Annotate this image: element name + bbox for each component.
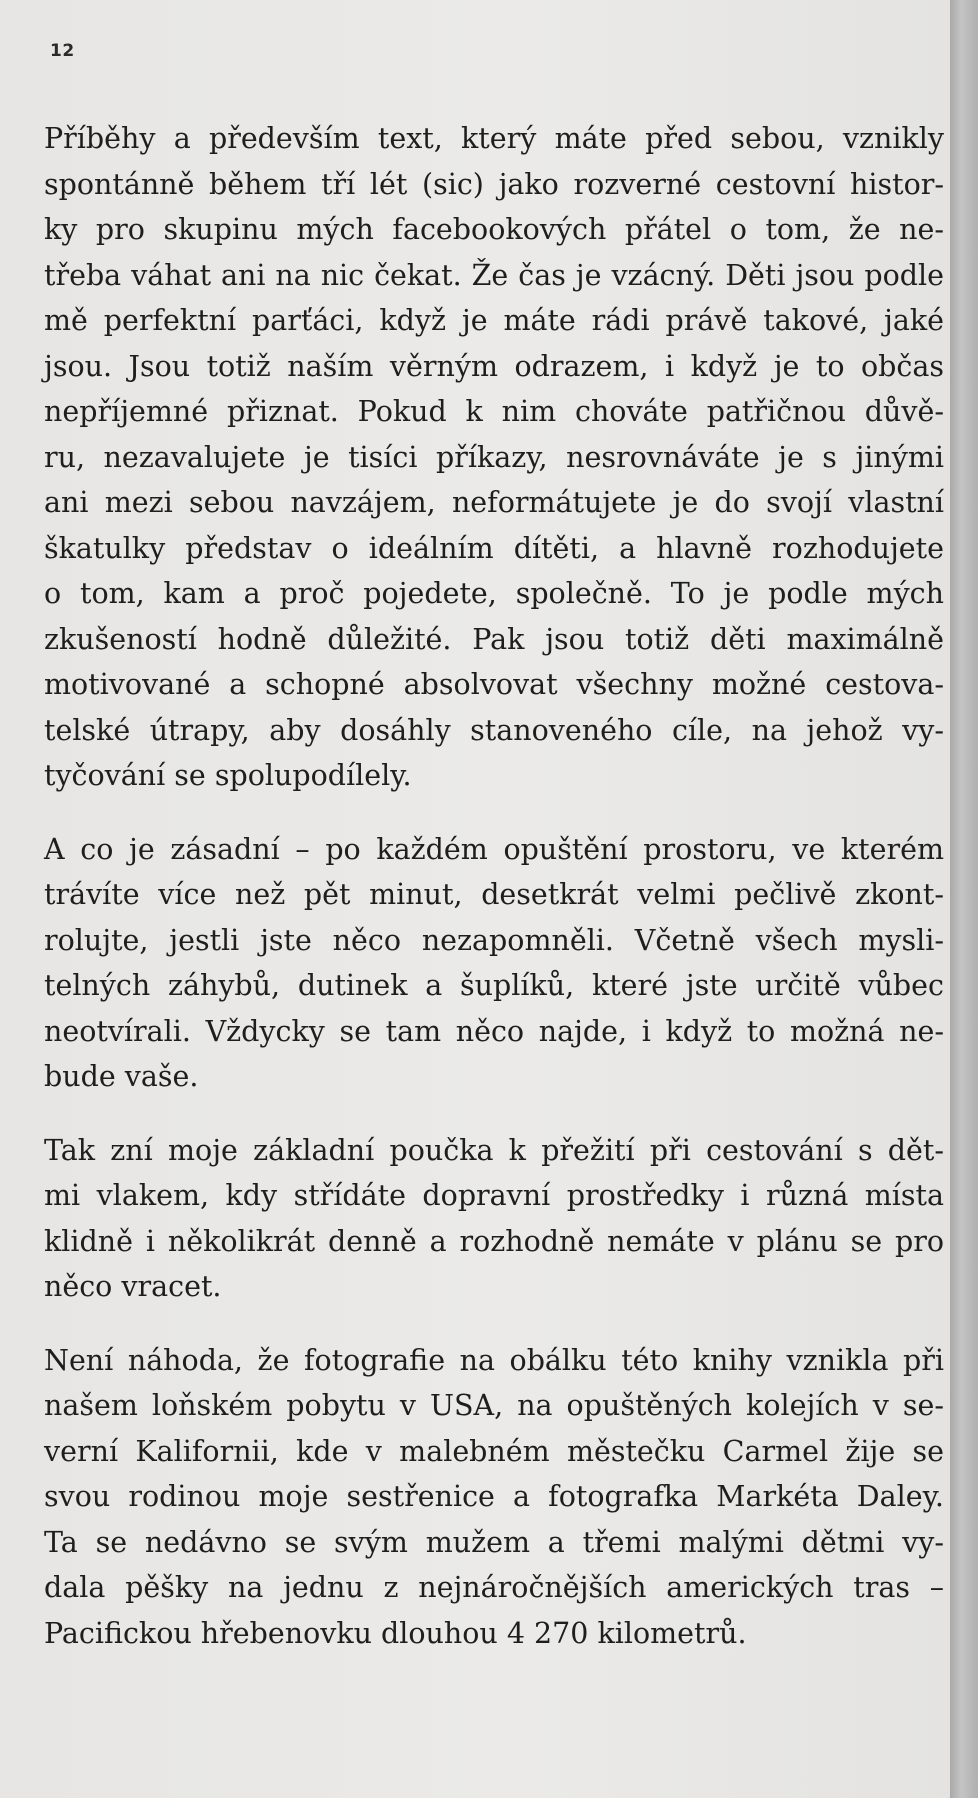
paragraph (44, 827, 944, 1100)
text-line: klidně i několikrát denně a rozhodně nemáte v plánu se pro (44, 1224, 944, 1258)
text-line: Pacifickou hřebenovku dlouhou 4 270 kilometrů. (44, 1616, 747, 1650)
text-line: mi vlakem, kdy střídáte dopravní prostředky i různá místa (44, 1179, 944, 1212)
text-line: trávíte více než pět minut, desetkrát velmi pečlivě zkont- (44, 878, 944, 911)
text-line: A co je zásadní – po každém opuštění prostoru, ve kterém (44, 832, 944, 866)
page-number: 12 (50, 41, 75, 61)
text-line: spontánně během tří lét (sic) jako rozverné cestovní histor- (44, 167, 944, 201)
text-line: Příběhy a především text, který máte před sebou, vznikly (44, 122, 944, 155)
text-line: o tom, kam a proč pojedete, společně. To je podle mých (44, 577, 944, 610)
text-line: verní Kalifornii, kde v malebném městečku Carmel žije se (44, 1434, 944, 1468)
text-line: neotvírali. Vždycky se tam něco najde, i když to možná ne- (44, 1014, 944, 1048)
text-line: Ta se nedávno se svým mužem a třemi malými dětmi vy- (44, 1525, 944, 1559)
paragraph (44, 1338, 944, 1657)
text-line: ky pro skupinu mých facebookových přátel o tom, že ne- (44, 213, 944, 246)
paragraph (44, 1128, 944, 1310)
text-line: našem loňském pobytu v USA, na opuštěných kolejích v se- (44, 1389, 944, 1422)
text-line: motivované a schopné absolvovat všechny možné cestova- (44, 668, 944, 701)
text-line: Tak zní moje základní poučka k přežití při cestování s dět- (44, 1133, 944, 1167)
text-line: telných záhybů, dutinek a šuplíků, které jste určitě vůbec (44, 969, 944, 1002)
paragraph (44, 116, 944, 799)
text-line: bude vaše. (44, 1060, 199, 1093)
text-line: nepříjemné přiznat. Pokud k nim chováte patřičnou důvě- (44, 395, 944, 428)
text-line: svou rodinou moje sestřenice a fotografka Markéta Daley. (44, 1480, 944, 1513)
text-line: ani mezi sebou navzájem, neformátujete je do svojí vlastní (44, 486, 944, 519)
text-line: tyčování se spolupodílely. (44, 759, 412, 792)
text-line: dala pěšky na jednu z nejnáročnějších amerických tras – (44, 1571, 944, 1604)
text-line: Není náhoda, že fotografie na obálku této knihy vznikla při (44, 1343, 944, 1377)
text-line: jsou. Jsou totiž naším věrným odrazem, i když je to občas (44, 349, 944, 383)
text-line: třeba váhat ani na nic čekat. Že čas je vzácný. Děti jsou podle (44, 258, 944, 292)
text-line: škatulky představ o ideálním dítěti, a hlavně rozhodujete (44, 531, 944, 565)
page-edge (950, 0, 978, 1798)
body-text (44, 116, 944, 1684)
text-line: mě perfektní parťáci, když je máte rádi právě takové, jaké (44, 304, 944, 337)
text-line: telské útrapy, aby dosáhly stanoveného cíle, na jehož vy- (44, 713, 944, 747)
text-line: rolujte, jestli jste něco nezapomněli. Včetně všech mysli- (44, 923, 944, 957)
text-line: něco vracet. (44, 1270, 222, 1303)
text-line: zkušeností hodně důležité. Pak jsou totiž děti maximálně (44, 622, 944, 656)
text-line: ru, nezavalujete je tisíci příkazy, nesrovnáváte je s jinými (44, 440, 944, 474)
